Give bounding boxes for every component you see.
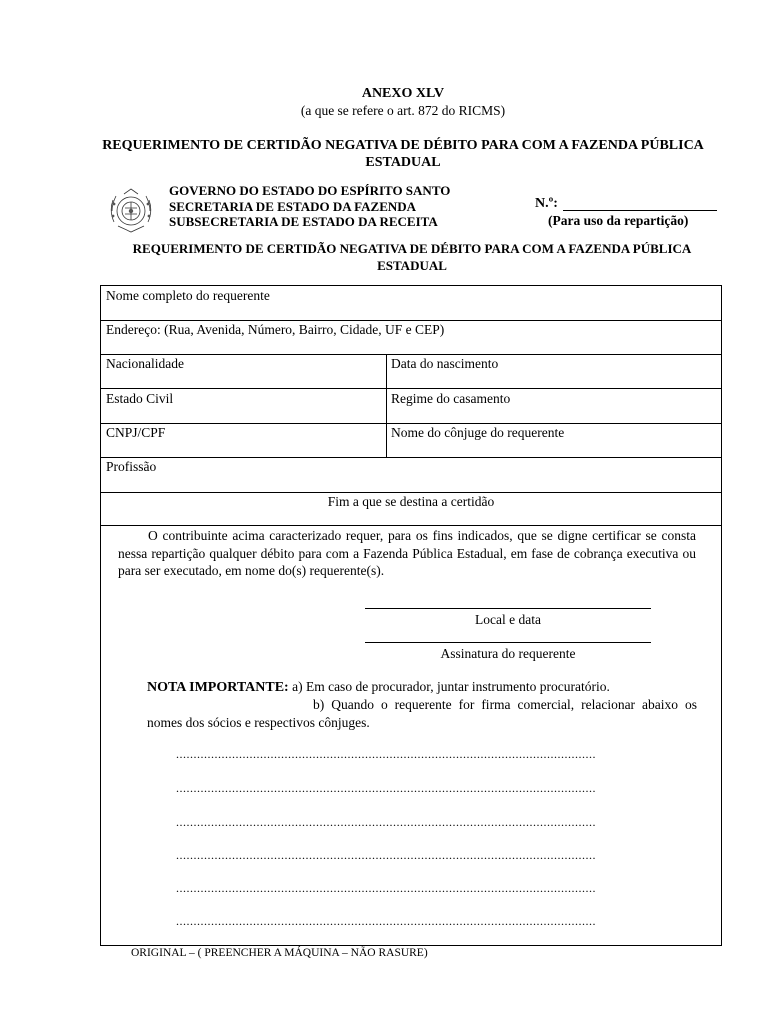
row-divider — [101, 320, 721, 321]
row-divider — [101, 492, 721, 493]
protocol-number-field[interactable] — [563, 210, 717, 211]
marriage-regime-field[interactable]: Regime do casamento — [391, 391, 511, 406]
row-divider — [101, 525, 721, 526]
form-subtitle: REQUERIMENTO DE CERTIDÃO NEGATIVA DE DÉBITO PARA COM A FAZENDA PÚBLICA ESTADUAL — [132, 241, 692, 273]
column-divider — [386, 354, 387, 457]
note-item-b: b) Quando o requerente for firma comercial, relacionar abaixo os nomes dos sócios e respectivos cônjuges. — [147, 697, 697, 730]
partner-entry-line[interactable]: ........................................................................................................................ — [176, 881, 596, 895]
agency-secretariat: SECRETARIA DE ESTADO DA FAZENDA — [169, 198, 417, 214]
spouse-name-field[interactable]: Nome do cônjuge do requerente — [391, 425, 565, 440]
partner-entry-line[interactable]: ........................................................................................................................ — [176, 815, 596, 829]
signature-line[interactable] — [365, 642, 651, 643]
address-field[interactable]: Endereço: (Rua, Avenida, Número, Bairro, Cidade, UF e CEP) — [106, 322, 445, 337]
agency-government: GOVERNO DO ESTADO DO ESPÍRITO SANTO — [169, 183, 451, 198]
note-heading: NOTA IMPORTANTE: — [147, 680, 289, 695]
row-divider — [101, 423, 721, 424]
row-divider — [101, 354, 721, 355]
note-item-a: a) Em caso de procurador, juntar instrumento procuratório. — [288, 679, 610, 694]
document-title: REQUERIMENTO DE CERTIDÃO NEGATIVA DE DÉBITO PARA COM A FAZENDA PÚBLICA ESTADUAL — [102, 138, 704, 170]
partner-entry-line[interactable]: ........................................................................................................................ — [176, 914, 596, 928]
signature-label: Assinatura do requerente — [440, 646, 576, 661]
agency-subsecretariat: SUBSECRETARIA DE ESTADO DA RECEITA — [169, 214, 438, 229]
marital-status-field[interactable]: Estado Civil — [106, 391, 174, 406]
purpose-field[interactable]: Fim a que se destina a certidão — [327, 494, 495, 509]
local-date-line[interactable] — [365, 608, 651, 609]
state-coat-of-arms-icon — [106, 186, 156, 236]
footer-instruction: ORIGINAL – ( PREENCHER A MÁQUINA – NÃO RASURE) — [131, 947, 428, 959]
request-statement: O contribuinte acima caracterizado requer, para os fins indicados, que se digne certificar se consta nessa repartição qualquer débito para com a Fazenda Pública Estadual, em fase de cobrança executiva ou para ser executado, em nome do(s) requerente(s). — [118, 528, 696, 578]
annex-title: ANEXO XLV — [361, 86, 445, 101]
row-divider — [101, 457, 721, 458]
partner-entry-line[interactable]: ........................................................................................................................ — [176, 747, 596, 761]
birth-date-field[interactable]: Data do nascimento — [391, 356, 499, 371]
partner-entry-line[interactable]: ........................................................................................................................ — [176, 848, 596, 862]
important-note — [147, 679, 610, 696]
tax-id-field[interactable]: CNPJ/CPF — [106, 425, 166, 440]
local-date-label: Local e data — [475, 612, 541, 627]
annex-reference: (a que se refere o art. 872 do RICMS) — [300, 103, 506, 118]
full-name-field[interactable]: Nome completo do requerente — [106, 288, 270, 303]
office-use-note: (Para uso da repartição) — [548, 213, 689, 228]
nationality-field[interactable]: Nacionalidade — [106, 356, 184, 371]
profession-field[interactable]: Profissão — [106, 459, 157, 474]
row-divider — [101, 388, 721, 389]
protocol-number-label: N.º: — [535, 196, 558, 211]
partner-entry-line[interactable]: ........................................................................................................................ — [176, 781, 596, 795]
agency-block — [169, 183, 450, 230]
